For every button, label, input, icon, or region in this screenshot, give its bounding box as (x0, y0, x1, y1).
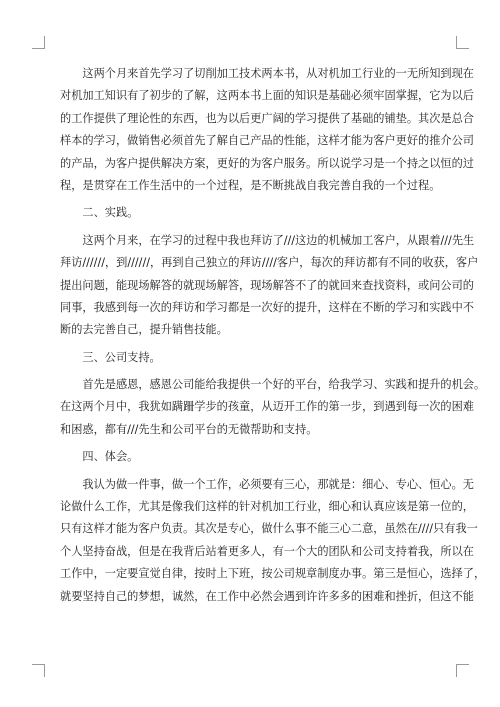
paragraph-study (60, 63, 474, 197)
text-line: 程，是贯穿在工作生活中的一个过程，是不断挑战自我完善自我的一个过程。 (60, 178, 441, 192)
section-heading-reflection: 四、体会。 (82, 450, 139, 464)
text-line: 的产品，为客户提供解决方案，更好的为客户服务。所以说学习是一个持之以恒的过 (60, 156, 474, 170)
text-line: 同事，我感到每一次的拜访和学习都是一次好的提升，这样在不断的学习和实践中不 (60, 300, 474, 314)
text-line: 这两个月来，在学习的过程中我也拜访了///这边的机械加工客户，从跟着///先生 (82, 233, 475, 247)
text-line: 样本的学习，做销售必须首先了解自己产品的性能，这样才能为客户更好的推介公司 (60, 134, 474, 148)
crop-mark-bottom-left (32, 664, 45, 677)
text-line: 对机加工知识有了初步的了解，这两本书上面的知识是基础必须牢固掌握，它为以后 (60, 89, 474, 103)
section-heading-company-support: 三、公司支持。 (82, 350, 161, 364)
text-line: 论做什么工作，尤其是像我们这样的针对机加工行业，细心和认真应该是第一位的， (60, 500, 474, 514)
paragraph-practice (60, 230, 479, 342)
crop-mark-top-left (32, 36, 45, 49)
paragraph-company-support (60, 374, 486, 441)
text-line: 就要坚持自己的梦想，诚然，在工作中必然会遇到许许多多的困难和挫折，但这不能 (60, 589, 474, 603)
section-heading-practice: 二、实践。 (82, 206, 139, 220)
paragraph-reflection (60, 474, 486, 608)
document-body (60, 63, 486, 608)
text-line: 这两个月来首先学习了切削加工技术两本书，从对机加工行业的一无所知到现在 (82, 67, 474, 80)
text-line: 我认为做一件事，做一个工作，必须要有三心，那就是：细心、专心、恒心。无 (82, 477, 474, 491)
text-line: 断的去完善自己，提升销售技能。 (60, 323, 228, 337)
text-line: 个人坚持奋战，但是在我背后站着更多人，有一个大的团队和公司支持着我，所以在 (60, 544, 474, 558)
text-line: 的工作提供了理论性的东西，也为以后更广阔的学习提供了基础的铺垫。其次是总合 (60, 111, 474, 125)
text-line: 拜访//////，到//////，再到自己独立的拜访////客户，每次的拜访都有不同的收获，客户 (60, 256, 479, 270)
crop-mark-bottom-right (456, 664, 469, 677)
text-line: 只有这样才能为客户负责。其次是专心，做什么事不能三心二意，虽然在////只有我一 (60, 522, 478, 536)
text-line: 工作中，一定要宣觉自律，按时上下班，按公司规章制度办事。第三是恒心，选择了， (60, 567, 486, 581)
text-line: 提出问题，能现场解答的就现场解答，现场解答不了的就回来查找资料，或问公司的 (60, 278, 474, 292)
text-line: 首先是感恩，感恩公司能给我提供一个好的平台，给我学习、实践和提升的机会。 (82, 378, 486, 392)
text-line: 在这两个月中，我犹如蹒跚学步的孩童，从迈开工作的第一步，到遇到每一次的困难 (60, 400, 474, 414)
text-line: 和困惑，都有///先生和公司平台的无微帮助和支持。 (60, 422, 318, 436)
crop-mark-top-right (456, 36, 469, 49)
